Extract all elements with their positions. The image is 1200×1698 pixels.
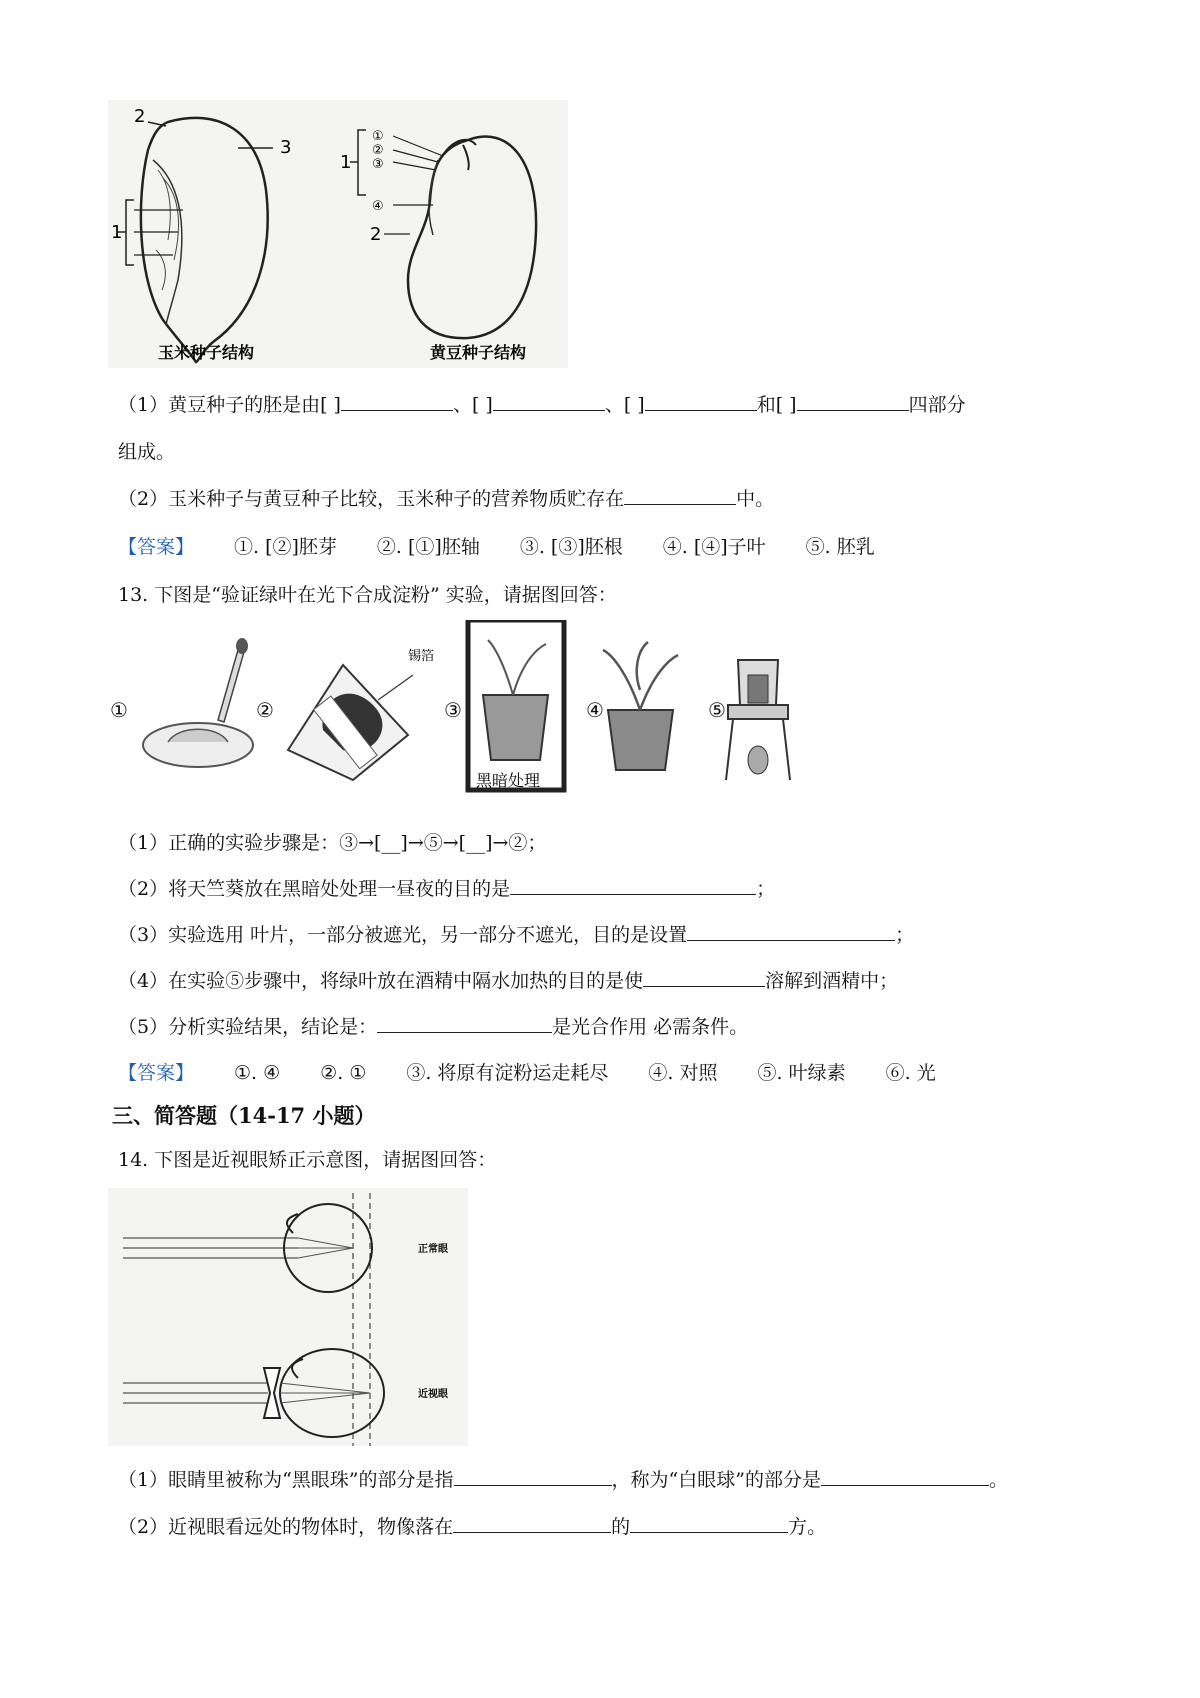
step-marker-3: ③ [444,698,462,722]
q13-p2-suffix: ； [756,878,776,900]
q13-p2-prefix: （2）将天竺葵放在黑暗处处理一昼夜的目的是 [118,878,511,900]
q13-p5-prefix: （5）分析实验结果，结论是： [118,1016,378,1038]
q14-blank-2[interactable] [821,1467,989,1486]
q13-p5-suffix: 是光合作用 必需条件。 [552,1016,749,1038]
q13-blank-5[interactable] [377,1014,552,1033]
step-marker-1: ① [110,698,128,722]
q12-answer-2: ②. [①]胚轴 [376,536,480,558]
q14-part1 [118,1465,1008,1492]
soy-label-c3: ③ [372,157,384,172]
q12-answer-1: ①. [②]胚芽 [234,536,337,558]
q12-sep-b: 、[ ] [604,394,645,416]
q12-blank-3[interactable] [645,392,757,411]
q14-p1-mid: ，称为“白眼球”的部分是 [611,1469,821,1491]
seed-structure-drawing [108,100,568,368]
step-marker-5: ⑤ [708,698,726,722]
q13-part5 [118,1012,748,1039]
experiment-drawing [108,620,828,800]
soy-label-c4: ④ [372,199,384,214]
q13-title: 13. 下图是“验证绿叶在光下合成淀粉” 实验，请据图回答： [118,584,617,606]
section-heading: 三、简答题（14-17 小题） [112,1103,376,1128]
q12-answer-3: ③. [③]胚根 [519,536,623,558]
q14-blank-1[interactable] [454,1467,612,1486]
q12-blank-1[interactable] [341,392,453,411]
q13-p4-prefix: （4）在实验⑤步骤中，将绿叶放在酒精中隔水加热的目的是使 [118,970,644,992]
q13-answer-1: ①. ④ [234,1062,281,1084]
q12-answer-5: ⑤. 胚乳 [805,536,875,558]
q13-answer-2: ②. ① [320,1062,367,1084]
q12-answer-label: 【答案】 [118,536,195,558]
q12-p2-prefix: （2）玉米种子与黄豆种子比较，玉米种子的营养物质贮存在 [118,488,625,510]
soy-seed-caption: 黄豆种子结构 [430,343,527,362]
q14-blank-3[interactable] [453,1514,611,1533]
q13-answer [118,1058,936,1085]
foil-note: 锡箔 [408,649,435,664]
q12-answer [118,532,875,559]
q14-title: 14. 下图是近视眼矫正示意图，请据图回答： [118,1149,497,1171]
q14-blank-4[interactable] [630,1514,788,1533]
q13-answer-5: ⑤. 叶绿素 [757,1062,846,1084]
experiment-figure [108,620,828,800]
q13-p3-suffix: ； [895,924,915,946]
q13-p4-suffix: 溶解到酒精中； [765,970,899,992]
step-marker-2: ② [256,698,274,722]
soy-label-2: 2 [370,224,382,245]
q13-blank-4[interactable] [643,968,765,987]
q13-part1: （1）正确的实验步骤是：③→[__]→⑤→[__]→②； [118,832,547,854]
step-marker-4: ④ [586,698,604,722]
q13-answer-label: 【答案】 [118,1062,195,1084]
q13-part2 [118,874,775,901]
q13-answer-6: ⑥. 光 [885,1062,936,1084]
q12-sep-c: 和[ ] [756,394,797,416]
q12-p1-continuation: 组成。 [118,441,176,463]
corn-label-2: 2 [134,106,146,127]
q13-blank-3[interactable] [687,922,895,941]
eye-diagram [108,1188,468,1446]
q14-part2 [118,1512,826,1539]
q12-part2 [118,484,774,511]
q12-blank-2[interactable] [493,392,605,411]
normal-eye-label: 正常眼 [418,1244,448,1255]
q14-p2-suffix: 方。 [788,1516,827,1538]
corn-seed-caption: 玉米种子结构 [158,343,255,362]
q13-answer-3: ③. 将原有淀粉运走耗尽 [406,1062,609,1084]
soy-label-c1: ① [372,129,384,144]
q14-p2-mid: 的 [611,1516,631,1538]
q13-part3 [118,920,914,947]
q12-p2-suffix: 中。 [736,488,775,510]
soy-label-1: 1 [340,152,352,173]
q12-blank-4[interactable] [797,392,909,411]
myopia-eye-label: 近视眼 [418,1389,448,1400]
q13-blank-2[interactable] [510,876,756,895]
corn-label-3: 3 [280,137,292,158]
q14-p1-prefix: （1）眼睛里被称为“黑眼珠”的部分是指 [118,1469,454,1491]
q12-answer-4: ④. [④]子叶 [662,536,766,558]
q13-part4 [118,966,898,993]
q12-blank-5[interactable] [624,486,736,505]
dark-treatment-caption: 黑暗处理 [476,771,541,790]
q12-sep-a: 、[ ] [452,394,493,416]
q12-p1-prefix: （1）黄豆种子的胚是由[ ] [118,394,341,416]
seed-structure-figure [108,100,568,368]
q13-p3-prefix: （3）实验选用 叶片，一部分被遮光，另一部分不遮光，目的是设置 [118,924,688,946]
q13-answer-4: ④. 对照 [648,1062,718,1084]
soy-label-c2: ② [372,143,384,158]
q12-part1 [118,390,966,417]
corn-label-1: 1 [111,222,123,243]
q12-p1-suffix: 四部分 [908,394,966,416]
q14-p1-suffix: 。 [988,1469,1008,1491]
eye-figure [108,1188,468,1446]
q14-p2-prefix: （2）近视眼看远处的物体时，物像落在 [118,1516,454,1538]
